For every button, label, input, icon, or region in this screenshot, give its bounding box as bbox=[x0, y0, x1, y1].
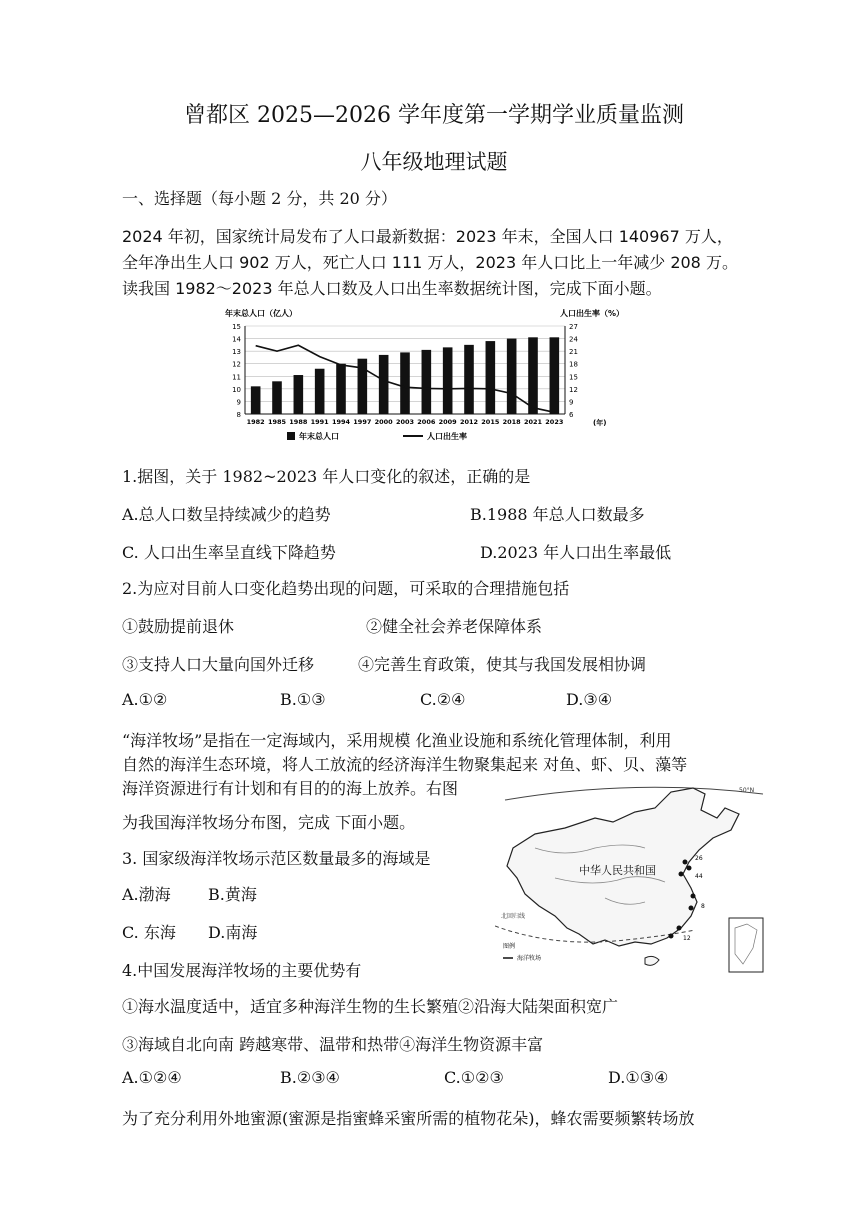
q3-stem: 3. 国家级海洋牧场示范区数量最多的海域是 bbox=[122, 849, 431, 868]
legend-line-label: 人口出生率 bbox=[427, 432, 467, 441]
q1-option-c: C. 人口出生率呈直线下降趋势 bbox=[122, 543, 336, 562]
legend-title: 图例 bbox=[503, 943, 516, 950]
q3-option-c: C. 东海 bbox=[122, 923, 176, 942]
x-tick-label: 2006 bbox=[417, 418, 436, 426]
x-tick-label: 2009 bbox=[438, 418, 457, 426]
population-bar bbox=[251, 386, 261, 414]
population-bar bbox=[336, 364, 346, 414]
passage1-line3: 读我国 1982～2023 年总人口数及人口出生率数据统计图，完成下面小题。 bbox=[122, 279, 662, 298]
left-tick-label: 12 bbox=[232, 360, 241, 369]
passage3-line1: 为了充分利用外地蜜源(蜜源是指蜜蜂采蜜所需的植物花朵)，蜂农需要频繁转场放 bbox=[122, 1109, 695, 1128]
q2-item-1: ①鼓励提前退休 bbox=[122, 617, 235, 636]
marker-count: 26 bbox=[695, 855, 703, 862]
exam-subtitle: 八年级地理试题 bbox=[360, 150, 508, 174]
right-tick-label: 18 bbox=[569, 360, 578, 369]
population-bar bbox=[550, 337, 560, 414]
population-bar bbox=[528, 337, 538, 414]
legend-item: 海洋牧场 bbox=[517, 955, 542, 962]
left-tick-label: 11 bbox=[232, 373, 241, 382]
q4-option-a: A.①②④ bbox=[122, 1068, 182, 1087]
right-tick-label: 15 bbox=[569, 373, 578, 382]
tropic-label: 北回归线 bbox=[501, 913, 526, 920]
q2-item-3: ③支持人口大量向国外迁移 bbox=[122, 655, 315, 674]
marker-count: 8 bbox=[701, 903, 705, 910]
x-tick-label: 1982 bbox=[246, 418, 265, 426]
q2-option-a: A.①② bbox=[122, 690, 168, 709]
passage2-line3: 海洋资源进行有计划和有目的的海上放养。右图 bbox=[122, 779, 459, 798]
population-chart bbox=[215, 306, 625, 446]
q1-option-d: D.2023 年人口出生率最低 bbox=[480, 543, 672, 562]
hainan-island bbox=[645, 956, 659, 965]
q3-option-b: B.黄海 bbox=[208, 885, 257, 904]
q4-option-c: C.①②③ bbox=[444, 1068, 504, 1087]
country-label: 中华人民共和国 bbox=[579, 864, 656, 877]
passage2-line1: “海洋牧场”是指在一定海域内，采用规模 化渔业设施和系统化管理体制，利用 bbox=[122, 731, 672, 750]
section-heading: 一、选择题（每小题 2 分，共 20 分） bbox=[122, 189, 397, 208]
legend-bar-label: 年末总人口 bbox=[299, 432, 339, 441]
q2-item-4: ④完善生育政策，使其与我国发展相协调 bbox=[358, 655, 647, 674]
right-tick-label: 27 bbox=[569, 323, 578, 331]
q4-line1: ①海水温度适中，适宜多种海洋生物的生长繁殖②沿海大陆架面积宽广 bbox=[122, 997, 619, 1016]
left-tick-label: 10 bbox=[232, 385, 241, 394]
q1-stem: 1.据图，关于 1982~2023 年人口变化的叙述，正确的是 bbox=[122, 467, 531, 486]
left-axis-label: 年末总人口（亿人） bbox=[225, 309, 297, 318]
left-tick-label: 15 bbox=[232, 323, 241, 331]
chart-legend bbox=[287, 431, 467, 441]
marker-count: 12 bbox=[683, 935, 691, 942]
population-bar bbox=[400, 352, 410, 414]
marker-count: 44 bbox=[695, 873, 703, 880]
population-bar bbox=[294, 375, 304, 414]
x-tick-label: 1994 bbox=[331, 418, 351, 426]
x-tick-label: 2012 bbox=[459, 418, 479, 426]
x-tick-label: 1997 bbox=[353, 418, 372, 426]
q2-option-d: D.③④ bbox=[566, 690, 613, 709]
population-bar bbox=[507, 339, 517, 414]
right-tick-label: 21 bbox=[569, 348, 578, 357]
passage1-line2: 全年净出生人口 902 万人，死亡人口 111 万人，2023 年人口比上一年减少 208 万。 bbox=[122, 253, 738, 272]
latitude-line bbox=[505, 787, 763, 800]
q3-option-d: D.南海 bbox=[208, 923, 258, 942]
right-tick-label: 24 bbox=[569, 335, 578, 344]
passage1-line1: 2024 年初，国家统计局发布了人口最新数据：2023 年末，全国人口 140967 万人， bbox=[122, 227, 733, 246]
left-tick-label: 8 bbox=[236, 411, 241, 419]
q1-option-a: A.总人口数呈持续减少的趋势 bbox=[122, 505, 331, 524]
x-tick-label: 1985 bbox=[267, 418, 287, 426]
north-latitude-label: 50°N bbox=[739, 787, 755, 794]
ocean-ranch-map bbox=[495, 778, 767, 978]
x-tick-label: 1991 bbox=[310, 418, 329, 426]
x-tick-label: 2021 bbox=[523, 418, 543, 426]
legend-bar-swatch bbox=[287, 432, 295, 440]
population-bar bbox=[315, 369, 325, 414]
passage2-line2: 自然的海洋生态环境，将人工放流的经济海洋生物聚集起来 对鱼、虾、贝、藻等 bbox=[122, 755, 688, 774]
population-bar bbox=[464, 345, 474, 414]
q3-option-a: A.渤海 bbox=[122, 885, 171, 904]
q2-option-c: C.②④ bbox=[420, 690, 466, 709]
q2-option-b: B.①③ bbox=[280, 690, 326, 709]
passage2-line4: 为我国海洋牧场分布图，完成 下面小题。 bbox=[122, 813, 416, 832]
right-tick-label: 9 bbox=[569, 398, 574, 407]
left-tick-label: 14 bbox=[232, 335, 241, 344]
population-bar bbox=[486, 341, 496, 414]
x-tick-label: 2018 bbox=[502, 418, 521, 426]
south-china-sea-inset bbox=[729, 918, 763, 972]
q2-item-2: ②健全社会养老保障体系 bbox=[366, 617, 543, 636]
q4-line2: ③海域自北向南 跨越寒带、温带和热带④海洋生物资源丰富 bbox=[122, 1035, 544, 1054]
q1-option-b: B.1988 年总人口数最多 bbox=[470, 505, 645, 524]
population-bar bbox=[422, 350, 432, 414]
population-bar bbox=[272, 381, 282, 414]
q4-stem: 4.中国发展海洋牧场的主要优势有 bbox=[122, 961, 362, 980]
right-tick-label: 12 bbox=[569, 385, 578, 394]
population-bar bbox=[379, 355, 389, 414]
q4-option-d: D.①③④ bbox=[608, 1068, 669, 1087]
x-tick-label: 2000 bbox=[374, 418, 393, 426]
x-tick-label: 2015 bbox=[481, 418, 500, 426]
right-tick-label: 6 bbox=[569, 411, 574, 419]
x-unit-label: (年) bbox=[593, 419, 607, 427]
exam-title: 曾都区 2025—2026 学年度第一学期学业质量监测 bbox=[184, 103, 684, 128]
population-bar bbox=[443, 347, 453, 414]
x-tick-label: 2003 bbox=[395, 418, 415, 426]
q2-stem: 2.为应对目前人口变化趋势出现的问题，可采取的合理措施包括 bbox=[122, 579, 570, 598]
left-tick-label: 9 bbox=[236, 398, 241, 407]
right-axis-label: 人口出生率（%） bbox=[560, 309, 625, 318]
left-tick-label: 13 bbox=[232, 348, 241, 357]
q4-option-b: B.②③④ bbox=[280, 1068, 340, 1087]
x-tick-label: 2023 bbox=[545, 418, 564, 426]
x-tick-label: 1988 bbox=[289, 418, 308, 426]
